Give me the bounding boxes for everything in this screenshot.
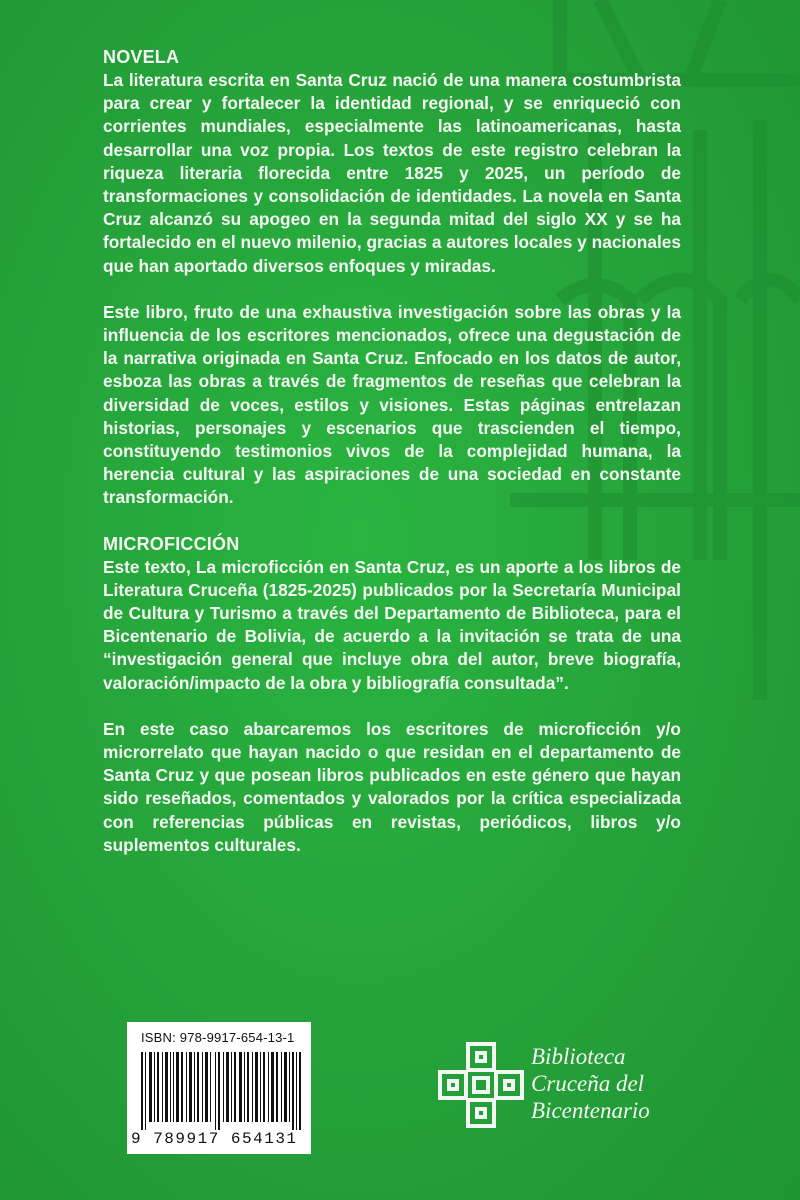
back-cover-text <box>103 46 681 857</box>
barcode-icon <box>141 1052 301 1130</box>
library-cross-logo-icon <box>436 1040 526 1130</box>
microficcion-heading: MICROFICCIÓN <box>103 533 240 554</box>
logo-line-1: Biblioteca <box>531 1044 626 1069</box>
logo-line-3: Bicentenario <box>531 1098 650 1123</box>
novela-paragraph-1: La literatura escrita en Santa Cruz nació de una manera costumbrista para crear y fortalecer la identidad regional, y se enriqueció con corrientes mundiales, especialmente las latinoamericanas, hasta desarrollar una voz propia. Los textos de este registro celebran la riqueza literaria florecida entre 1825 y 2025, un período de transformaciones y consolidación de identidades. La novela en Santa Cruz alcanzó su apogeo en la segunda mitad del siglo XX y se ha fortalecido en el nuevo milenio, gracias a autores locales y nacionales que han aportado diversos enfoques y miradas. <box>103 70 681 276</box>
isbn-barcode-box <box>127 1022 311 1154</box>
novela-heading: NOVELA <box>103 47 180 67</box>
barcode-number: 9 789917 654131 <box>131 1130 298 1148</box>
microficcion-paragraph-1: Este texto, La microficción en Santa Cruz, es un aporte a los libros de Literatura Cruceña (1825-2025) publicados por la Secretaría Municipal de Cultura y Turismo a través del Departamento de Biblioteca, para el Bicentenario de Bolivia, de acuerdo a la invitación se trata de una “investigación general que incluye obra del autor, breve biografía, valoración/impacto de la obra y bibliografía consultada”. <box>103 556 681 693</box>
novela-paragraph-2: Este libro, fruto de una exhaustiva investigación sobre las obras y la influencia de los escritores mencionados, ofrece una degustación de la narrativa originada en Santa Cruz. Enfocado en los datos de autor, esboza las obras a través de fragmentos de reseñas que celebran la diversidad de voces, estilos y visiones. Estas páginas entrelazan historias, personajes y escenarios que trascienden el tiempo, constituyendo testimonios vivos de la complejidad humana, la herencia cultural y las aspiraciones de una sociedad en constante transformación. <box>103 301 681 508</box>
isbn-label: ISBN: 978-9917-654-13-1 <box>141 1030 295 1045</box>
microficcion-paragraph-2: En este caso abarcaremos los escritores de microficción y/o microrrelato que hayan nacido o que residan en el departamento de Santa Cruz y que posean libros publicados en este género que hayan sido reseñados, comentados y valorados por la crítica especializada con referencias públicas en revistas, periódicos, libros y/o suplementos culturales. <box>103 718 681 855</box>
library-logo-text <box>531 1043 650 1124</box>
logo-line-2: Cruceña del <box>531 1071 645 1096</box>
